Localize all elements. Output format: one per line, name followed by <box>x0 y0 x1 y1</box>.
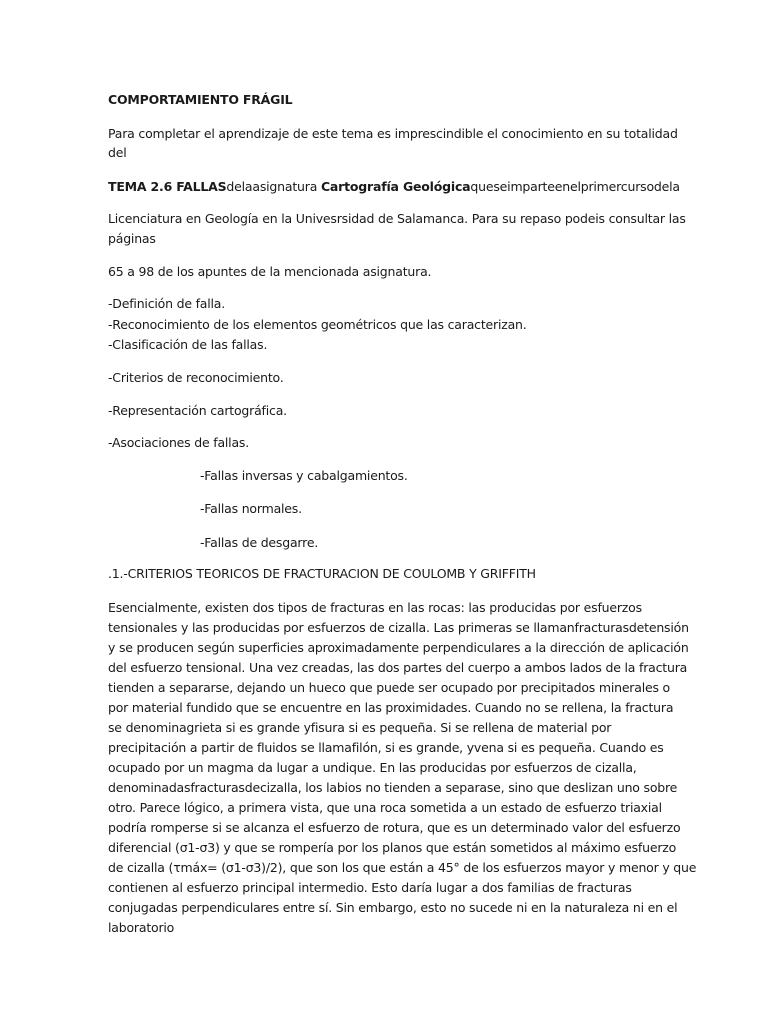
licenciatura-line-1: Licenciatura en Geología en la Univesrsidad de Salamanca. Para su repaso podeis consultar las <box>108 211 686 226</box>
body-line: se denominagrieta si es grande yfisura si es pequeña. Si se rellena de material por <box>108 720 612 735</box>
subtopic-item: -Fallas de desgarre. <box>200 535 319 550</box>
topic-item: -Reconocimiento de los elementos geométricos que las caracterizan. <box>108 317 527 332</box>
subtopic-item: -Fallas normales. <box>200 501 302 516</box>
body-line: contienen al esfuerzo principal intermedio. Esto daría lugar a dos familias de fracturas <box>108 880 632 895</box>
body-line: podría romperse si se alcanza el esfuerzo de rotura, que es un determinado valor del esfuerzo <box>108 820 681 835</box>
subtopic-item: -Fallas inversas y cabalgamientos. <box>200 468 408 483</box>
topic-item: -Definición de falla. <box>108 296 226 311</box>
tema-mid: delaasignatura <box>226 179 321 194</box>
body-line: tensionales y las producidas por esfuerzos de cizalla. Las primeras se llamanfracturasdetensión <box>108 620 689 635</box>
licenciatura-line-2: páginas <box>108 231 156 246</box>
body-line: Esencialmente, existen dos tipos de fracturas en las rocas: las producidas por esfuerzos <box>108 600 642 615</box>
pages-line: 65 a 98 de los apuntes de la mencionada asignatura. <box>108 264 432 279</box>
body-line: laboratorio <box>108 920 175 935</box>
document-title: COMPORTAMIENTO FRÁGIL <box>108 92 293 107</box>
intro-line-1: Para completar el aprendizaje de este tema es imprescindible el conocimiento en su totalidad <box>108 126 678 141</box>
topic-representacion: -Representación cartográfica. <box>108 403 287 418</box>
tema-suffix: queseimparteenelprimercursodela <box>470 179 680 194</box>
body-line: tienden a separarse, dejando un hueco que puede ser ocupado por precipitados minerales o <box>108 680 671 695</box>
body-line: precipitación a partir de fluidos se llamafilón, si es grande, yvena si es pequeña. Cuando es <box>108 740 664 755</box>
body-line: por material fundido que se encuentre en las proximidades. Cuando no se rellena, la fractura <box>108 700 674 715</box>
tema-prefix: TEMA 2.6 FALLAS <box>108 179 227 194</box>
tema-line <box>108 177 680 197</box>
body-line: otro. Parece lógico, a primera vista, que una roca sometida a un estado de esfuerzo triaxial <box>108 800 662 815</box>
body-line: de cizalla (τmáx= (σ1-σ3)/2), que son los que están a 45° de los esfuerzos mayor y menor y que <box>108 860 697 875</box>
body-line: diferencial (σ1-σ3) y que se rompería por los planos que están sometidos al máximo esfuerzo <box>108 840 677 855</box>
tema-course: Cartografía Geológica <box>320 179 471 194</box>
body-line: y se producen según superficies aproximadamente perpendiculares a la dirección de aplicación <box>108 640 689 655</box>
topic-criterios: -Criterios de reconocimiento. <box>108 370 284 385</box>
intro-line-2: del <box>108 145 127 160</box>
body-line: ocupado por un magma da lugar a undique. En las producidas por esfuerzos de cizalla, <box>108 760 637 775</box>
section-heading: .1.-CRITERIOS TEORICOS DE FRACTURACION DE COULOMB Y GRIFFITH <box>108 566 536 581</box>
body-paragraph <box>108 598 697 938</box>
topic-item: -Clasificación de las fallas. <box>108 337 268 352</box>
body-line: conjugadas perpendiculares entre sí. Sin embargo, esto no sucede ni en la naturaleza ni en el <box>108 900 678 915</box>
body-line: del esfuerzo tensional. Una vez creadas, las dos partes del cuerpo a ambos lados de la fractura <box>108 660 688 675</box>
topic-asociaciones: -Asociaciones de fallas. <box>108 435 249 450</box>
body-line: denominadasfracturasdecizalla, los labios no tienden a separase, sino que deslizan uno sobre <box>108 780 678 795</box>
